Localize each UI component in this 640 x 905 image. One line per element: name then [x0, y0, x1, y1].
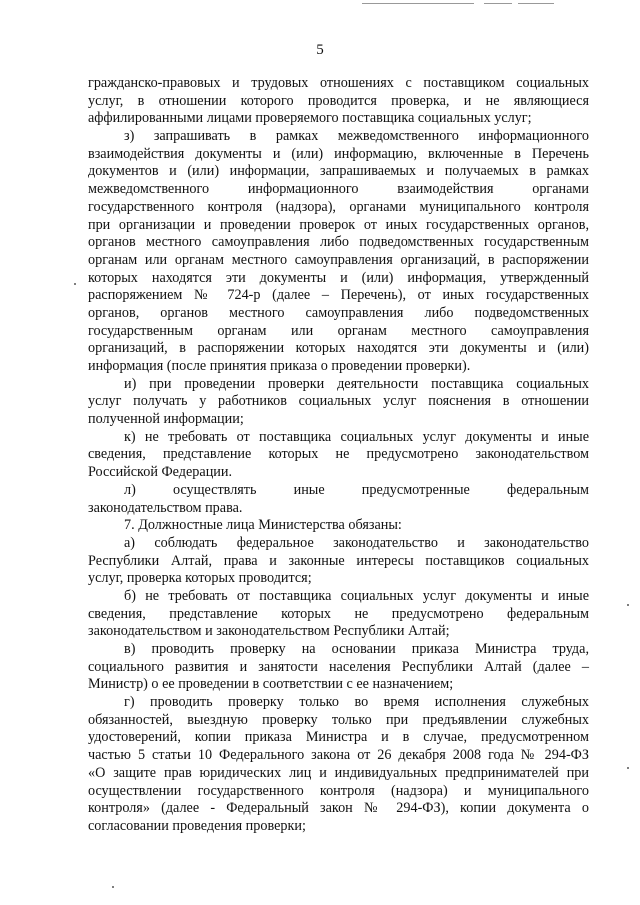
text-line: распоряжением № 724-р (далее – Перечень), от иных государственных: [88, 287, 589, 304]
text-line: аффилированными лицами проверяемого поставщика социальных услуг;: [88, 110, 532, 127]
scan-speck: [627, 767, 629, 769]
text-line: частью 5 статьи 10 Федерального закона от 26 декабря 2008 года № 294-ФЗ: [88, 747, 589, 764]
scan-top-rule: [518, 3, 554, 4]
scan-top-rule: [362, 3, 474, 4]
text-line: Республики Алтай, права и законные интересы поставщиков социальных: [88, 552, 589, 569]
scan-speck: [74, 283, 76, 285]
page-number: 5: [316, 42, 324, 58]
text-line: в) проводить проверку на основании приказа Министра труда,: [124, 641, 589, 657]
text-line: которых находятся эти документы и (или) информация, утвержденный: [88, 269, 589, 286]
text-line: органов местного самоуправления либо подведомственных государственным: [88, 234, 589, 251]
text-line: услуг, в отношении которого проводится проверка, и не являющиеся: [88, 92, 589, 109]
text-line: з) запрашивать в рамках межведомственного информационного: [124, 128, 589, 145]
text-line: Министр) о ее проведении в соответствии с ее назначением;: [88, 676, 454, 693]
text-line: социального развития и занятости населения Республики Алтай (далее –: [88, 658, 589, 675]
scan-top-rule: [484, 3, 512, 4]
text-line: государственного контроля (надзора), органами муниципального контроля: [88, 198, 589, 215]
text-line: удостоверений, копии приказа Министра и в случае, предусмотренном: [88, 729, 589, 746]
text-line: л) осуществлять иные предусмотренные федеральным: [124, 481, 589, 498]
text-line: а) соблюдать федеральное законодательство и законодательство: [124, 534, 589, 551]
text-line: гражданско-правовых и трудовых отношениях с поставщиком социальных: [88, 75, 589, 91]
text-line: полученной информации;: [88, 411, 244, 428]
text-line: органов, органов местного самоуправления либо подведомственных: [88, 304, 589, 321]
text-line: документов и (или) информации, запрашиваемых и получаемых в рамках: [88, 163, 589, 180]
text-line: б) не требовать от поставщика социальных услуг документы и иные: [124, 587, 589, 604]
text-line: организаций, в распоряжении которых находятся эти документы и (или): [88, 340, 589, 357]
scan-speck: [627, 604, 629, 606]
text-line: органам или органам местного самоуправления организаций, в распоряжении: [88, 251, 589, 268]
document-body: [88, 75, 589, 836]
text-line: к) не требовать от поставщика социальных услуг документы и иные: [124, 428, 589, 445]
text-line: государственным органам или органам местного самоуправления: [88, 322, 589, 339]
text-line: межведомственного информационного взаимодействия органами: [88, 181, 589, 198]
text-line: и) при проведении проверки деятельности поставщика социальных: [124, 375, 589, 392]
text-line: Российской Федерации.: [88, 464, 233, 481]
text-line: 7. Должностные лица Министерства обязаны:: [124, 517, 402, 534]
text-line: законодательством права.: [88, 499, 243, 516]
text-line: услуг, проверка которых проводится;: [88, 570, 312, 587]
text-line: услуг получать у работников социальных услуг пояснения в отношении: [88, 393, 589, 410]
text-line: взаимодействия документы и (или) информацию, включенные в Перечень: [88, 145, 589, 162]
text-line: законодательством и законодательством Республики Алтай;: [88, 623, 450, 640]
scan-speck: [112, 886, 114, 888]
text-line: сведения, представление которых не предусмотрено федеральным: [88, 605, 589, 622]
text-line: г) проводить проверку только во время исполнения служебных: [124, 694, 589, 711]
text-line: при организации и проведении проверок от иных государственных органов,: [88, 216, 589, 233]
text-line: осуществлении государственного контроля (надзора) и муниципального: [88, 782, 589, 799]
text-line: информация (после принятия приказа о проведении проверки).: [88, 358, 471, 374]
text-line: «О защите прав юридических лиц и индивидуальных предпринимателей при: [88, 764, 589, 781]
text-line: сведения, представление которых не предусмотрено законодательством: [88, 446, 589, 463]
text-line: контроля» (далее - Федеральный закон № 294-ФЗ), копии документа о: [88, 800, 589, 817]
text-line: обязанностей, выездную проверку только при предъявлении служебных: [88, 711, 589, 728]
text-line: согласовании проведения проверки;: [88, 817, 306, 834]
